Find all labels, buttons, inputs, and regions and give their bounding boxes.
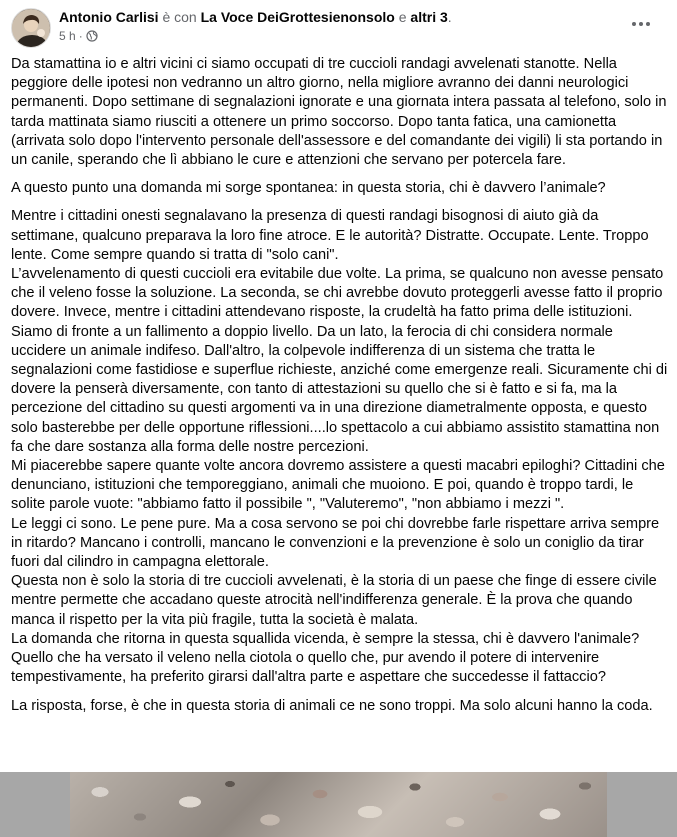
post-header [0,0,677,52]
post-meta [59,29,98,43]
post-paragraph: Da stamattina io e altri vicini ci siamo occupati di tre cuccioli randagi avvelenati stanotte. Nella peggiore delle ipotesi non vedranno un altro giorno, nella migliore avranno dei danni neurologici permanenti. Dopo settimane di segnalazioni ignorate e una giornata intera passata al telefono, solo in tarda mattinata siamo riusciti a ottenere un primo soccorso. Dopo tanta fatica, una camionetta (arrivata solo dopo l'intervento personale dell'assessore e del comandante dei vigili) li sta portando in un canile, sperando che lì abbiano le cure e attenzioni che servano per potercela fare. [11,56,667,169]
period-text: . [447,9,452,25]
post-paragraph: Le leggi ci sono. Le pene pure. Ma a cosa servono se poi chi dovrebbe farle rispettare arriva sempre in ritardo? Mancano i controlli, mancano le convenzioni e la prevenzione è solo un coniglio da tirar fuori dal cilindro in campagna elettorale. [11,515,660,571]
post-time[interactable]: 5 h [59,29,76,43]
post-paragraph: A questo punto una domanda mi sorge spontanea: in questa storia, chi è davvero l’animale? [11,180,606,197]
more-options-icon[interactable] [627,14,655,34]
more-dot-icon [632,22,636,26]
post-paragraph: Questa non è solo la storia di tre cuccioli avvelenati, è la storia di un paese che finge di essere civile mentre permette che accadano queste atrocità nell'indifferenza generale. È la prova che quando manca il rispetto per la vita più fragile, tutta la società è malata. [11,573,657,628]
post-text [11,55,669,716]
with-text: è con [162,9,197,25]
post-paragraph: L’avvelenamento di questi cuccioli era evitabile due volte. La prima, se qualcuno non avesse pensato che il veleno fosse la soluzione. La seconda, se chi avrebbe dovuto proteggerli avesse fatto il proprio dovere. Invece, mentre i cittadini attendevano risposte, la crudeltà ha fatto prima delle istituzioni. [11,266,664,321]
post-media[interactable] [0,772,677,837]
tagged-page[interactable]: La Voce DeiGrottesienonsolo [200,9,395,25]
avatar[interactable] [11,8,51,48]
more-dot-icon [639,22,643,26]
tagged-others[interactable]: altri 3 [410,9,448,25]
meta-separator: · [78,29,83,43]
globe-icon [86,30,98,42]
post-paragraph: La domanda che ritorna in questa squallida vicenda, è sempre la stessa, chi è davvero l'animale? Quello che ha versato il veleno nella ciotola o quello che, pur avendo il potere di intervenire tempestivamente, ha preferito girarsi dall'altra parte e aspettare che succedesse il fattaccio? [11,630,640,686]
more-dot-icon [646,22,650,26]
post-paragraph: Siamo di fronte a un fallimento a doppio livello. Da un lato, la ferocia di chi considera normale uccidere un animale indifeso. Dall'altro, la colpevole indifferenza di un sistema che tratta le segnalazioni come fastidiose e superflue richieste, anziché come emergenze reali. Sicuramente chi di dovere la penserà diversamente, con tanto di attestazioni su quello che si è fatto e si fa, ma la percezione del cittadino su questi argomenti va in una direzione diametralmente opposta, e questo solo basterebbe per delle opportune riflessioni....lo spettacolo a cui abbiamo assistito stamattina non fa che dare sostanza alla forma delle nostre percezioni. [11,323,668,455]
post-author-line [59,9,452,26]
avatar-portrait-icon [12,9,51,48]
author-name[interactable]: Antonio Carlisi [59,9,159,25]
post-paragraph: La risposta, forse, è che in questa storia di animali ce ne sono troppi. Ma solo alcuni hanno la coda. [11,697,653,714]
post-paragraph: Mentre i cittadini onesti segnalavano la presenza di questi randagi bisognosi di aiuto già da settimane, qualcuno preparava la loro fine atroce. E le autorità? Distratte. Occupate. Lente. Troppo lente. Come sempre quando si tratta di "solo cani". [11,208,649,263]
and-text: e [398,9,407,25]
post-paragraph: Mi piacerebbe sapere quante volte ancora dovremo assistere a questi macabri epiloghi? Cittadini che denunciano, istituzioni che temporeggiano, animali che muoiono. E poi, quando è troppo tardi, le solite parole vuote: "abbiamo fatto il possibile ", "Valuteremo", "non abbiamo i mezzi ". [11,458,665,513]
post-photo[interactable] [70,772,607,837]
